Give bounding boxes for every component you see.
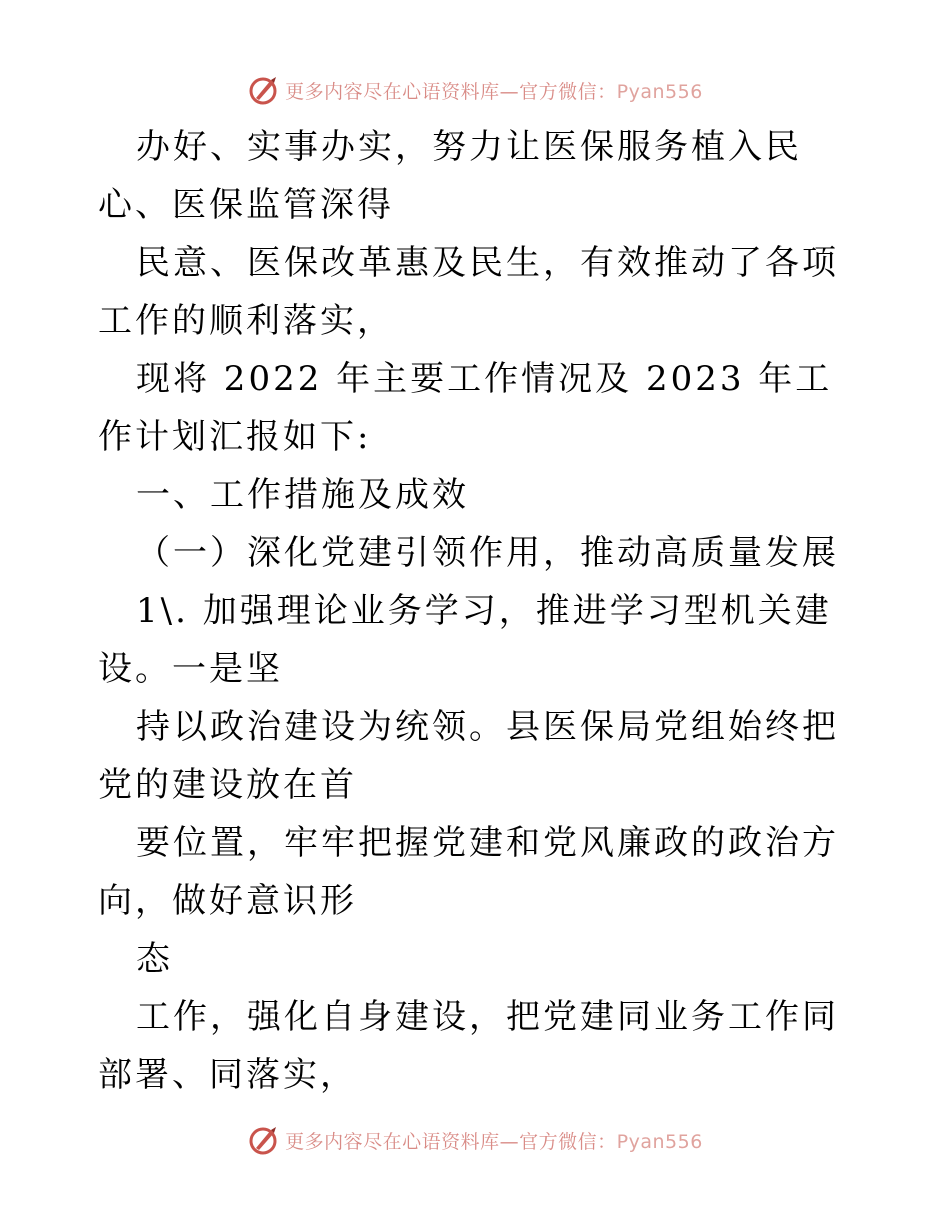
paragraph: 现将 2022 年主要工作情况及 2023 年工作计划汇报如下:: [98, 359, 833, 457]
paragraph: 民意、医保改革惠及民生，有效推动了各项工作的顺利落实，: [98, 243, 839, 341]
watermark-main-text: 更多内容尽在心语资料库—官方微信：: [285, 1130, 617, 1153]
watermark-wechat-id: Pyan556: [616, 1130, 703, 1153]
paragraph: 要位置，牢牢把握党建和党风廉政的政治方向，做好意识形: [98, 823, 839, 921]
paragraph: 态: [136, 939, 173, 979]
paragraph: 1\. 加强理论业务学习，推进学习型机关建设。一是坚: [98, 591, 832, 689]
watermark-header: [0, 70, 950, 110]
quill-logo-icon: [247, 74, 279, 106]
watermark-footer: [0, 1120, 950, 1160]
subsection-heading: （一）深化党建引领作用，推动高质量发展: [136, 533, 839, 573]
quill-logo-icon: [247, 1124, 279, 1156]
paragraph: 持以政治建设为统领。县医保局党组始终把党的建设放在首: [98, 707, 839, 805]
watermark-text: [285, 1127, 703, 1154]
watermark-main-text: 更多内容尽在心语资料库—官方微信：: [285, 80, 617, 103]
watermark-wechat-id: Pyan556: [616, 80, 703, 103]
document-body: [98, 118, 858, 1104]
watermark-text: [285, 77, 703, 104]
section-heading: 一、工作措施及成效: [136, 475, 469, 515]
paragraph: 工作，强化自身建设，把党建同业务工作同部署、同落实，: [98, 997, 839, 1095]
paragraph: 办好、实事办实，努力让医保服务植入民心、医保监管深得: [98, 127, 802, 225]
